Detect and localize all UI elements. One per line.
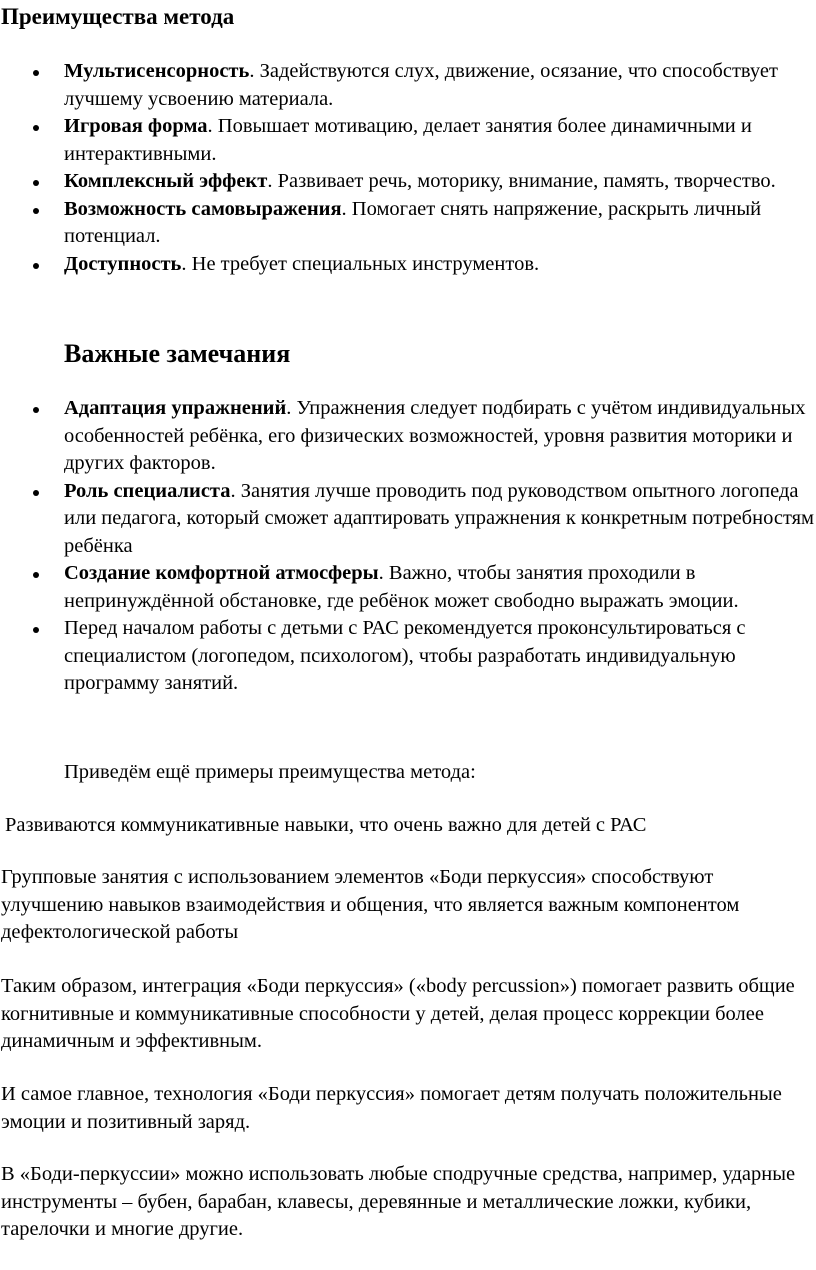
list-item — [0, 478, 816, 561]
item-text: . Важно, чтобы занятия проходили в непринуждённой обстановке, где ребёнок может свободно выражать эмоции. — [64, 562, 739, 612]
list-item — [0, 58, 816, 113]
notes-list — [0, 395, 816, 698]
list-item — [0, 113, 816, 168]
item-text: . Помогает снять напряжение, раскрыть личный потенциал. — [64, 197, 762, 247]
list-item — [0, 168, 816, 196]
item-term: Мультисенсорность — [64, 60, 250, 82]
advantages-heading: Преимущества метода — [1, 4, 235, 29]
bullet-icon — [33, 627, 39, 633]
item-term: Возможность самовыражения — [64, 197, 342, 220]
integration-paragraph: Таким образом, интеграция «Боди перкуссия» («body percussion») помогает развить общие когнитивные и коммуникативные способности у детей, делая процесс коррекции более динамичным и эффективным. — [1, 975, 795, 1052]
item-text: . Не требует специальных инструментов. — [181, 252, 540, 275]
group-paragraph: Групповые занятия с использованием элементов «Боди перкуссия» способствуют улучшению навыков взаимодействия и общения, что является важным компонентом дефектологической работы — [1, 866, 740, 943]
main-paragraph: И самое главное, технология «Боди перкуссия» помогает детям получать положительные эмоции и позитивный заряд. — [1, 1083, 782, 1133]
bullet-icon — [33, 572, 39, 578]
notes-heading: Важные замечания — [64, 339, 291, 368]
item-term: Создание комфортной атмосферы — [64, 562, 379, 584]
list-item — [0, 196, 816, 251]
item-term: Адаптация упражнений — [64, 397, 287, 419]
advantages-list — [0, 58, 816, 278]
bullet-icon — [33, 180, 39, 186]
communication-paragraph: Развиваются коммуникативные навыки, что очень важно для детей с РАС — [5, 814, 647, 836]
bullet-icon — [33, 490, 39, 496]
item-term: Игровая форма — [64, 115, 208, 137]
item-term: Доступность — [64, 252, 182, 275]
item-term: Комплексный эффект — [64, 170, 268, 192]
bullet-icon — [33, 70, 39, 76]
bullet-icon — [33, 208, 39, 214]
list-item — [0, 560, 816, 615]
item-text: . Развивает речь, моторику, внимание, память, творчество. — [267, 170, 776, 192]
item-text: Перед началом работы с детьми с РАС рекомендуется проконсультироваться с специалистом (логопедом, психологом), чтобы разработать индивидуальную программу занятий. — [64, 617, 746, 694]
item-text: . Повышает мотивацию, делает занятия более динамичными и интерактивными. — [64, 115, 752, 165]
intro-paragraph: Приведём ещё примеры преимущества метода: — [64, 761, 476, 783]
list-item — [0, 395, 816, 478]
item-text: . Занятия лучше проводить под руководством опытного логопеда или педагога, который сможет адаптировать упражнения к конкретным потребностям ребёнка — [64, 479, 815, 557]
bullet-icon — [33, 125, 39, 131]
means-paragraph: В «Боди-перкуссии» можно использовать любые сподручные средства, например, ударные инструменты – бубен, барабан, клавесы, деревянные и металлические ложки, кубики, тарелочки и многие другие. — [1, 1163, 796, 1240]
item-text: . Задействуются слух, движение, осязание, что способствует лучшему усвоению материала. — [64, 60, 778, 110]
list-item — [0, 615, 816, 698]
item-term: Роль специалиста — [64, 479, 231, 502]
bullet-icon — [33, 263, 39, 269]
item-text: . Упражнения следует подбирать с учётом индивидуальных особенностей ребёнка, его физических возможностей, уровня развития моторики и других факторов. — [64, 397, 806, 474]
bullet-icon — [33, 407, 39, 413]
list-item — [0, 251, 816, 279]
